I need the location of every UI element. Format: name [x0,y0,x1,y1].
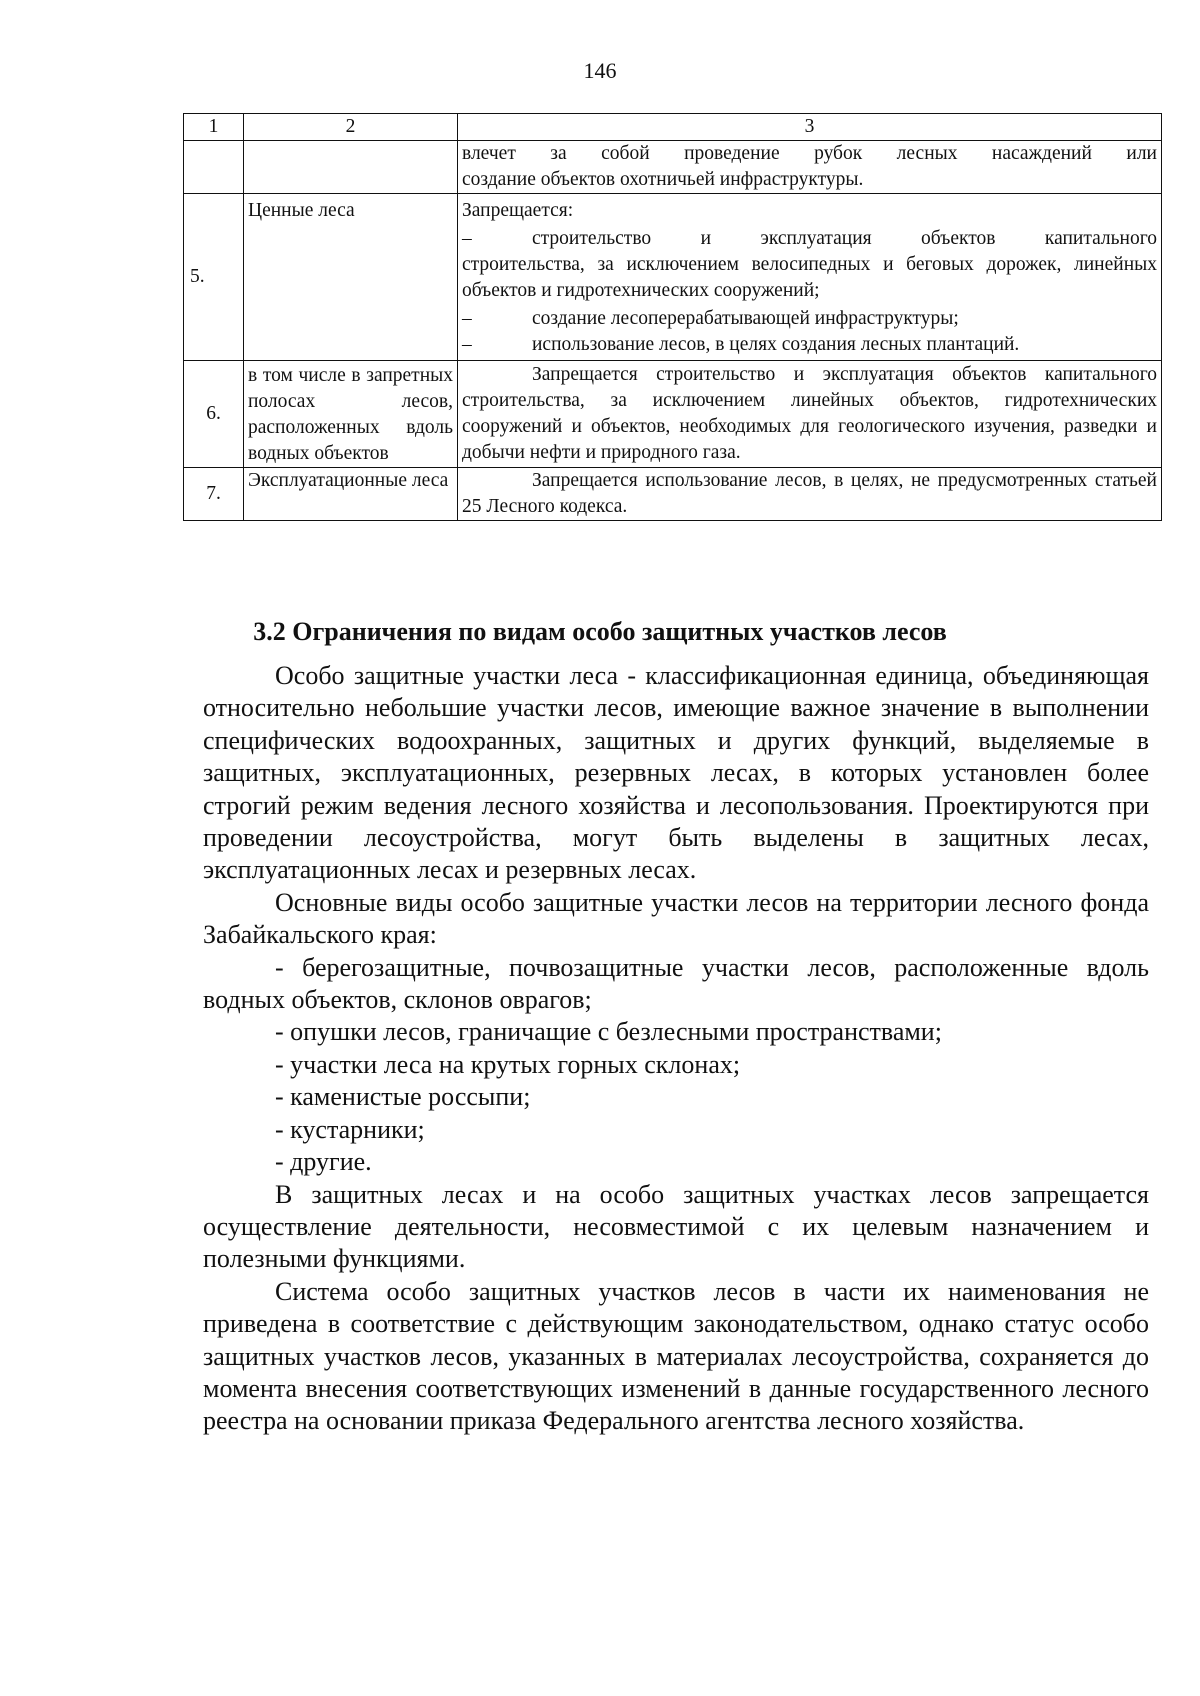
restriction-item-text: использование лесов, в целях создания лесных плантаций. [532,334,1020,355]
list-item: - кустарники; [275,1114,425,1144]
restriction-item-text: строительство и эксплуатация объектов капитального [532,228,1157,249]
table-header-cell: 1 [184,114,244,141]
paragraph: Особо защитные участки леса - классификационная единица, объединяющая относительно небольшие участки лесов, имеющие важное значение в выполнении специфических водоохранных, защитных и других функций, выделяемые в защитных, эксплуатационных, резервных лесах, в которых установлен более строгий режим ведения лесного хозяйства и лесопользования. Проектируются при проведении лесоустройства, могут быть выделены в защитных лесах, эксплуатационных лесах и резервных лесах. [203,661,1149,885]
paragraph: В защитных лесах и на особо защитных участках лесов запрещается осуществление деятельности, несовместимой с их целевым назначением и полезными функциями. [203,1179,1149,1274]
restriction-cell: Запрещается строительство и эксплуатация объектов капитального строительства, за исключением линейных объектов, гидротехнических сооружений и объектов, необходимых для геологического изучения, разведки и добычи нефти и природного газа. [458,361,1162,468]
table-header-cell: 3 [458,114,1162,141]
table-row [184,361,1162,468]
restrictions-table [183,113,1162,521]
category-cell: в том числе в запретных полосах лесов, расположенных вдоль водных объектов [244,361,458,468]
row-number-cell: 7. [184,468,244,521]
restriction-item [462,332,1157,358]
restriction-cell: Запрещается использование лесов, в целях, не предусмотренных статьей 25 Лесного кодекса. [458,468,1162,521]
row-number-cell: 6. [184,361,244,468]
restriction-item-text: строительства, за исключением велосипедных и беговых дорожек, линейных объектов и гидротехнических сооружений; [462,254,1157,301]
section-title: 3.2 Ограничения по видам особо защитных участков лесов [253,617,947,646]
table-row [184,468,1162,521]
paragraph: Система особо защитных участков лесов в части их наименования не приведена в соответствие с действующим законодательством, однако статус особо защитных участков лесов, указанных в материалах лесоустройства, сохраняется до момента внесения соответствующих изменений в данные государственного лесного реестра на основании приказа Федерального агентства лесного хозяйства. [203,1276,1149,1436]
restriction-intro: Запрещается: [462,200,574,221]
restriction-item [462,226,1157,252]
table-header-row [184,114,1162,141]
restriction-line: создание объектов охотничьей инфраструктуры. [462,169,864,190]
row-number-cell: 5. [184,194,244,361]
restriction-cell [458,194,1162,361]
list-item: - опушки лесов, граничащие с безлесными пространствами; [275,1017,942,1047]
row-number-cell [184,141,244,194]
restriction-item [462,306,1157,332]
list-item: - другие. [275,1147,372,1177]
dash-marker: – [462,334,472,355]
list-item: - каменистые россыпи; [275,1082,531,1112]
page-number: 146 [583,58,617,83]
body-text [203,660,1149,1438]
paragraph: Основные виды особо защитные участки лесов на территории лесного фонда Забайкальского края: [203,887,1149,950]
table-row [184,141,1162,194]
category-cell: Эксплуатационные леса [244,468,458,521]
category-cell: Ценные леса [244,194,458,361]
list-item: - берегозащитные, почвозащитные участки лесов, расположенные вдоль водных объектов, склонов оврагов; [203,952,1149,1015]
restriction-cell [458,141,1162,194]
table-header-cell: 2 [244,114,458,141]
dash-marker: – [462,228,472,249]
table-row [184,194,1162,361]
restriction-line: влечет за собой проведение рубок лесных насаждений или [462,143,1157,164]
restriction-item-text: создание лесоперерабатывающей инфраструктуры; [532,308,959,329]
category-cell [244,141,458,194]
dash-marker: – [462,308,472,329]
list-item: - участки леса на крутых горных склонах; [275,1049,741,1079]
